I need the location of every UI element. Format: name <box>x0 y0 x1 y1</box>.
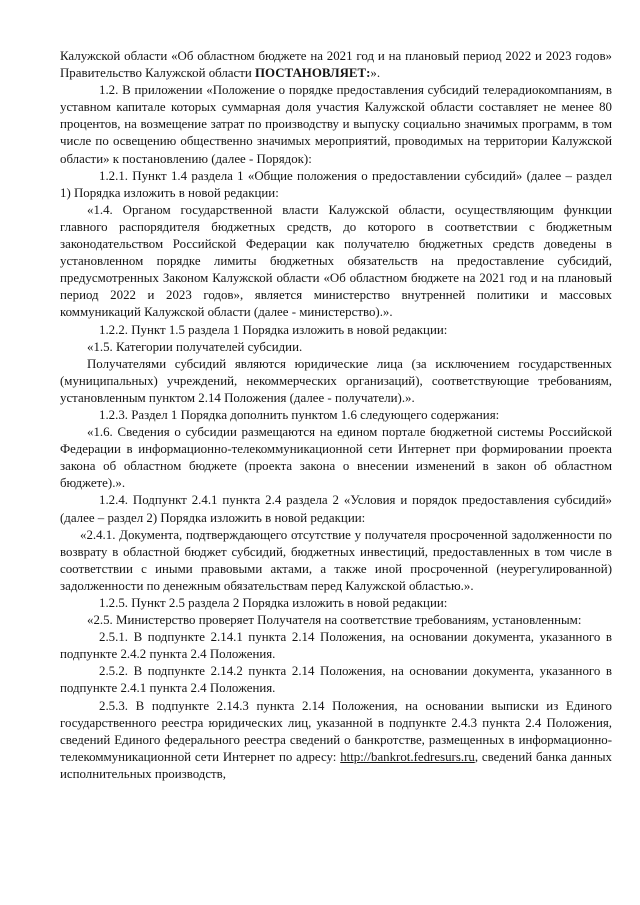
paragraph-1-2-4: 1.2.4. Подпункт 2.4.1 пункта 2.4 раздела 2 «Условия и порядок предоставления субсидий» (далее – раздел 2) Порядка изложить в новой редакции: <box>60 493 612 525</box>
paragraph-2-5-3-text: 2.5.3. В подпункте 2.14.3 пункта 2.14 Положения, на основании выписки из Единого государственного реестра юридических лиц, указанной в подпункте 2.4.3 пункта 2.4 Положения, сведений Единого федерального реестра сведений о банкротстве, размещенных в информационно-телекоммуникационной сети Интернет по адресу: <box>60 698 612 764</box>
paragraph-2-5-3-tail: , сведений банка данных исполнительных производств, <box>60 749 612 781</box>
intro-text: Калужской области «Об областном бюджете на 2021 год и на плановый период 2022 и 2023 годов» Правительство Калужской области <box>60 49 612 81</box>
paragraph-1-2-5: 1.2.5. Пункт 2.5 раздела 2 Порядка изложить в новой редакции: <box>99 596 448 610</box>
paragraph-quote-1-6: «1.6. Сведения о субсидии размещаются на едином портале бюджетной системы Российской Федерации в информационно-телекоммуникационной сети Интернет при формировании проекта закона об областном бюджете (проекта закона о внесении изменений в закон об областном бюджете).». <box>60 425 612 491</box>
paragraph-quote-2-5: «2.5. Министерство проверяет Получателя на соответствие требованиям, установленным: <box>87 613 582 628</box>
paragraph-intro <box>60 48 612 82</box>
bankrot-link[interactable]: http://bankrot.fedresurs.ru <box>340 749 475 764</box>
paragraph-1-2: 1.2. В приложении «Положение о порядке предоставления субсидий телерадиокомпаниям, в уставном капитале которых суммарная доля участия Калужской области составляет не менее 80 процентов, на возмещение затрат по производству и выпуску социально значимых программ, в том числе по освещению общественно значимых мероприятий, проводимых на территории Калужской области» к постановлению (далее - Порядок): <box>60 83 612 166</box>
decree-keyword: ПОСТАНОВЛЯЕТ: <box>255 66 371 81</box>
paragraph-2-5-1: 2.5.1. В подпункте 2.14.1 пункта 2.14 Положения, на основании документа, указанного в подпункте 2.4.2 пункта 2.4 Положения. <box>60 630 612 662</box>
paragraph-recipients: Получателями субсидий являются юридические лица (за исключением государственных (муниципальных) учреждений, некоммерческих организаций), соответствующие требованиям, установленным пунктом 2.14 Положения (далее - получатели).». <box>60 356 612 405</box>
document-page <box>60 48 612 783</box>
paragraph-2-5-2: 2.5.2. В подпункте 2.14.2 пункта 2.14 Положения, на основании документа, указанного в подпункте 2.4.1 пункта 2.4 Положения. <box>60 664 612 696</box>
intro-tail: ». <box>370 66 381 81</box>
paragraph-quote-1-5: «1.5. Категории получателей субсидии. <box>87 339 303 354</box>
paragraph-quote-2-4-1: «2.4.1. Документа, подтверждающего отсутствие у получателя просроченной задолженности по возврату в областной бюджет субсидий, бюджетных инвестиций, предоставленных в том числе в соответствии с иными правовыми актами, а также иной просроченной (неурегулированной) задолженности по денежным обязательствам перед Калужской областью.». <box>60 527 612 593</box>
paragraph-quote-1-4: «1.4. Органом государственной власти Калужской области, осуществляющим функции главного распорядителя бюджетных средств, до которого в соответствии с бюджетным законодательством Российской Федерации как получателю бюджетных средств доведены в установленном порядке лимиты бюджетных обязательств на предоставление субсидий, предусмотренных Законом Калужской области «Об областном бюджете на 2021 год и на плановый период 2022 и 2023 годов», является министерство внутренней политики и массовых коммуникаций Калужской области (далее - министерство).». <box>60 202 612 320</box>
paragraph-1-2-2: 1.2.2. Пункт 1.5 раздела 1 Порядка изложить в новой редакции: <box>99 322 448 337</box>
paragraph-2-5-3 <box>60 698 612 783</box>
paragraph-1-2-3: 1.2.3. Раздел 1 Порядка дополнить пунктом 1.6 следующего содержания: <box>99 407 500 422</box>
paragraph-1-2-1: 1.2.1. Пункт 1.4 раздела 1 «Общие положения о предоставлении субсидий» (далее – раздел 1) Порядка изложить в новой редакции: <box>60 168 612 200</box>
